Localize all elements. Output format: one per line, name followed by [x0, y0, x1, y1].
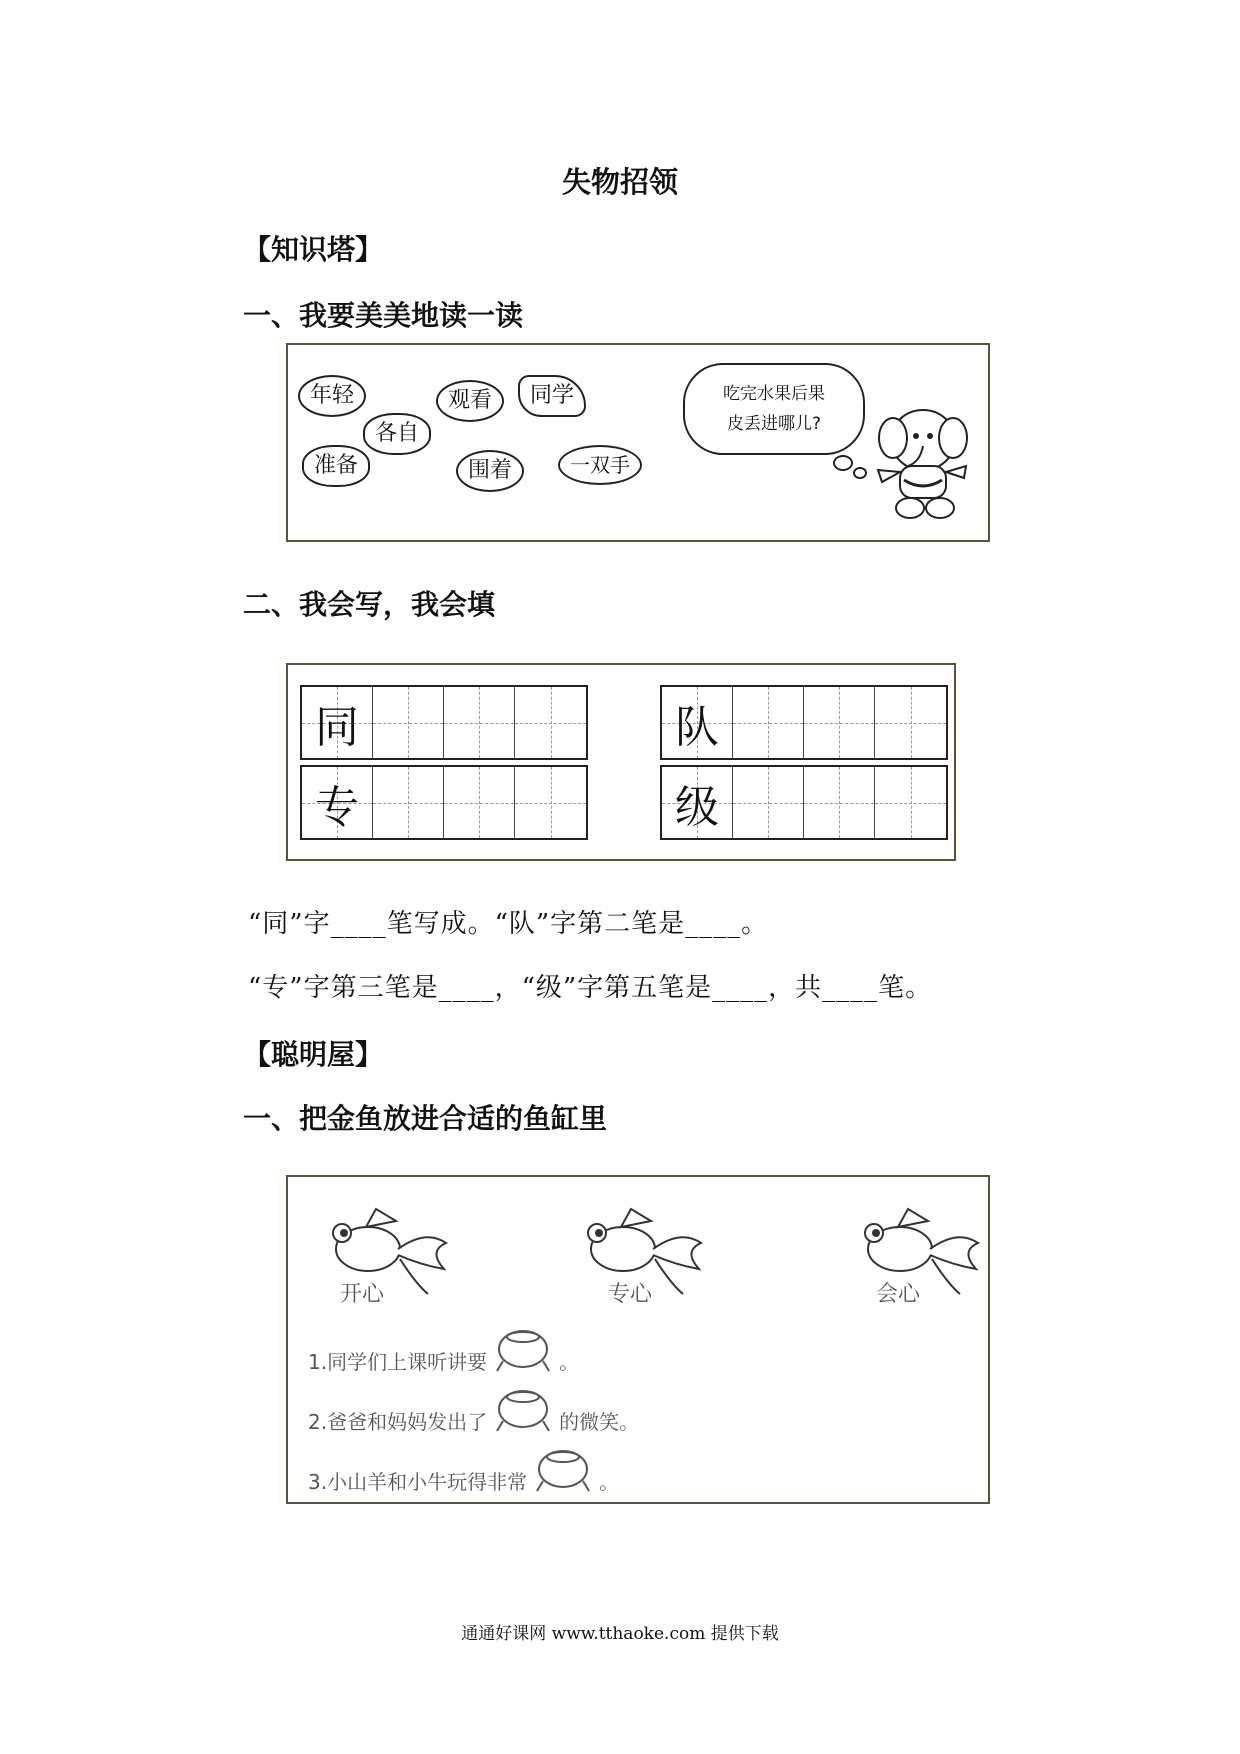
grid-cell	[302, 687, 373, 758]
page-footer: 通通好课网 www.tthaoke.com 提供下载	[461, 1624, 779, 1644]
sentence-text: 。	[599, 1470, 620, 1494]
sentence-text: 。	[559, 1350, 580, 1374]
model-char: 级	[675, 781, 719, 833]
thought-bubble-line: 吃完水果后果	[723, 384, 825, 404]
fill-in-line-1: “同”字____笔写成。“队”字第二笔是____。	[248, 909, 769, 939]
question-2-heading: 二、我会写，我会填	[243, 588, 496, 621]
elephant-illustration	[868, 400, 978, 525]
fill-in-line-2: “专”字第三笔是____，“级”字第五笔是____，共____笔。	[248, 973, 933, 1003]
grid-cell	[662, 687, 733, 758]
fishbowl-icon[interactable]	[493, 1387, 553, 1435]
word-bubble: 年轻	[298, 375, 366, 417]
grid-row	[660, 685, 948, 760]
thought-bubble	[683, 363, 865, 455]
reading-picture-frame	[286, 343, 990, 542]
section-clever-label: 【聪明屋】	[243, 1038, 384, 1071]
fishbowl-icon[interactable]	[493, 1327, 553, 1375]
grid-cell[interactable]	[373, 687, 444, 758]
fish-label: 专心	[608, 1282, 653, 1307]
goldfish-frame	[286, 1175, 990, 1504]
question-3-heading: 一、把金鱼放进合适的鱼缸里	[243, 1102, 608, 1135]
word-bubble: 一双手	[558, 445, 642, 485]
grid-cell[interactable]	[733, 767, 804, 838]
thought-bubble-line: 皮丢进哪儿?	[726, 414, 822, 434]
thought-dot	[853, 467, 867, 479]
word-bubble: 准备	[302, 445, 370, 487]
grid-cell[interactable]	[875, 767, 946, 838]
grid-cell[interactable]	[804, 687, 875, 758]
fish-label: 会心	[876, 1282, 921, 1307]
fishbowl-icon[interactable]	[533, 1447, 593, 1495]
thought-dot	[833, 455, 853, 471]
word-bubble: 围着	[456, 450, 524, 492]
page-title: 失物招领	[561, 165, 678, 199]
sentence-text: 3.小山羊和小牛玩得非常	[308, 1470, 528, 1494]
model-char: 专	[315, 781, 359, 833]
grid-row	[660, 765, 948, 840]
model-char: 队	[675, 701, 719, 753]
grid-cell[interactable]	[875, 687, 946, 758]
word-bubble: 各自	[363, 413, 431, 455]
grid-cell[interactable]	[444, 767, 515, 838]
grid-cell	[662, 767, 733, 838]
goldfish-icon[interactable]	[316, 1189, 456, 1309]
word-bubble: 同学	[518, 375, 586, 417]
grid-row	[300, 685, 588, 760]
sentence-text: 1.同学们上课听讲要	[308, 1350, 488, 1374]
sentence-1	[308, 1327, 579, 1375]
question-1-heading: 一、我要美美地读一读	[243, 299, 524, 332]
model-char: 同	[315, 701, 359, 753]
grid-row	[300, 765, 588, 840]
grid-cell	[302, 767, 373, 838]
writing-grid-frame	[286, 663, 956, 861]
sentence-3	[308, 1447, 619, 1495]
grid-cell[interactable]	[804, 767, 875, 838]
word-bubble: 观看	[436, 380, 504, 422]
grid-cell[interactable]	[373, 767, 444, 838]
sentence-text: 的微笑。	[559, 1410, 640, 1434]
fish-label: 开心	[340, 1282, 385, 1307]
grid-cell[interactable]	[515, 767, 586, 838]
grid-cell[interactable]	[444, 687, 515, 758]
grid-cell[interactable]	[515, 687, 586, 758]
sentence-2	[308, 1387, 639, 1435]
grid-cell[interactable]	[733, 687, 804, 758]
section-knowledge-label: 【知识塔】	[243, 233, 384, 266]
sentence-text: 2.爸爸和妈妈发出了	[308, 1410, 488, 1434]
